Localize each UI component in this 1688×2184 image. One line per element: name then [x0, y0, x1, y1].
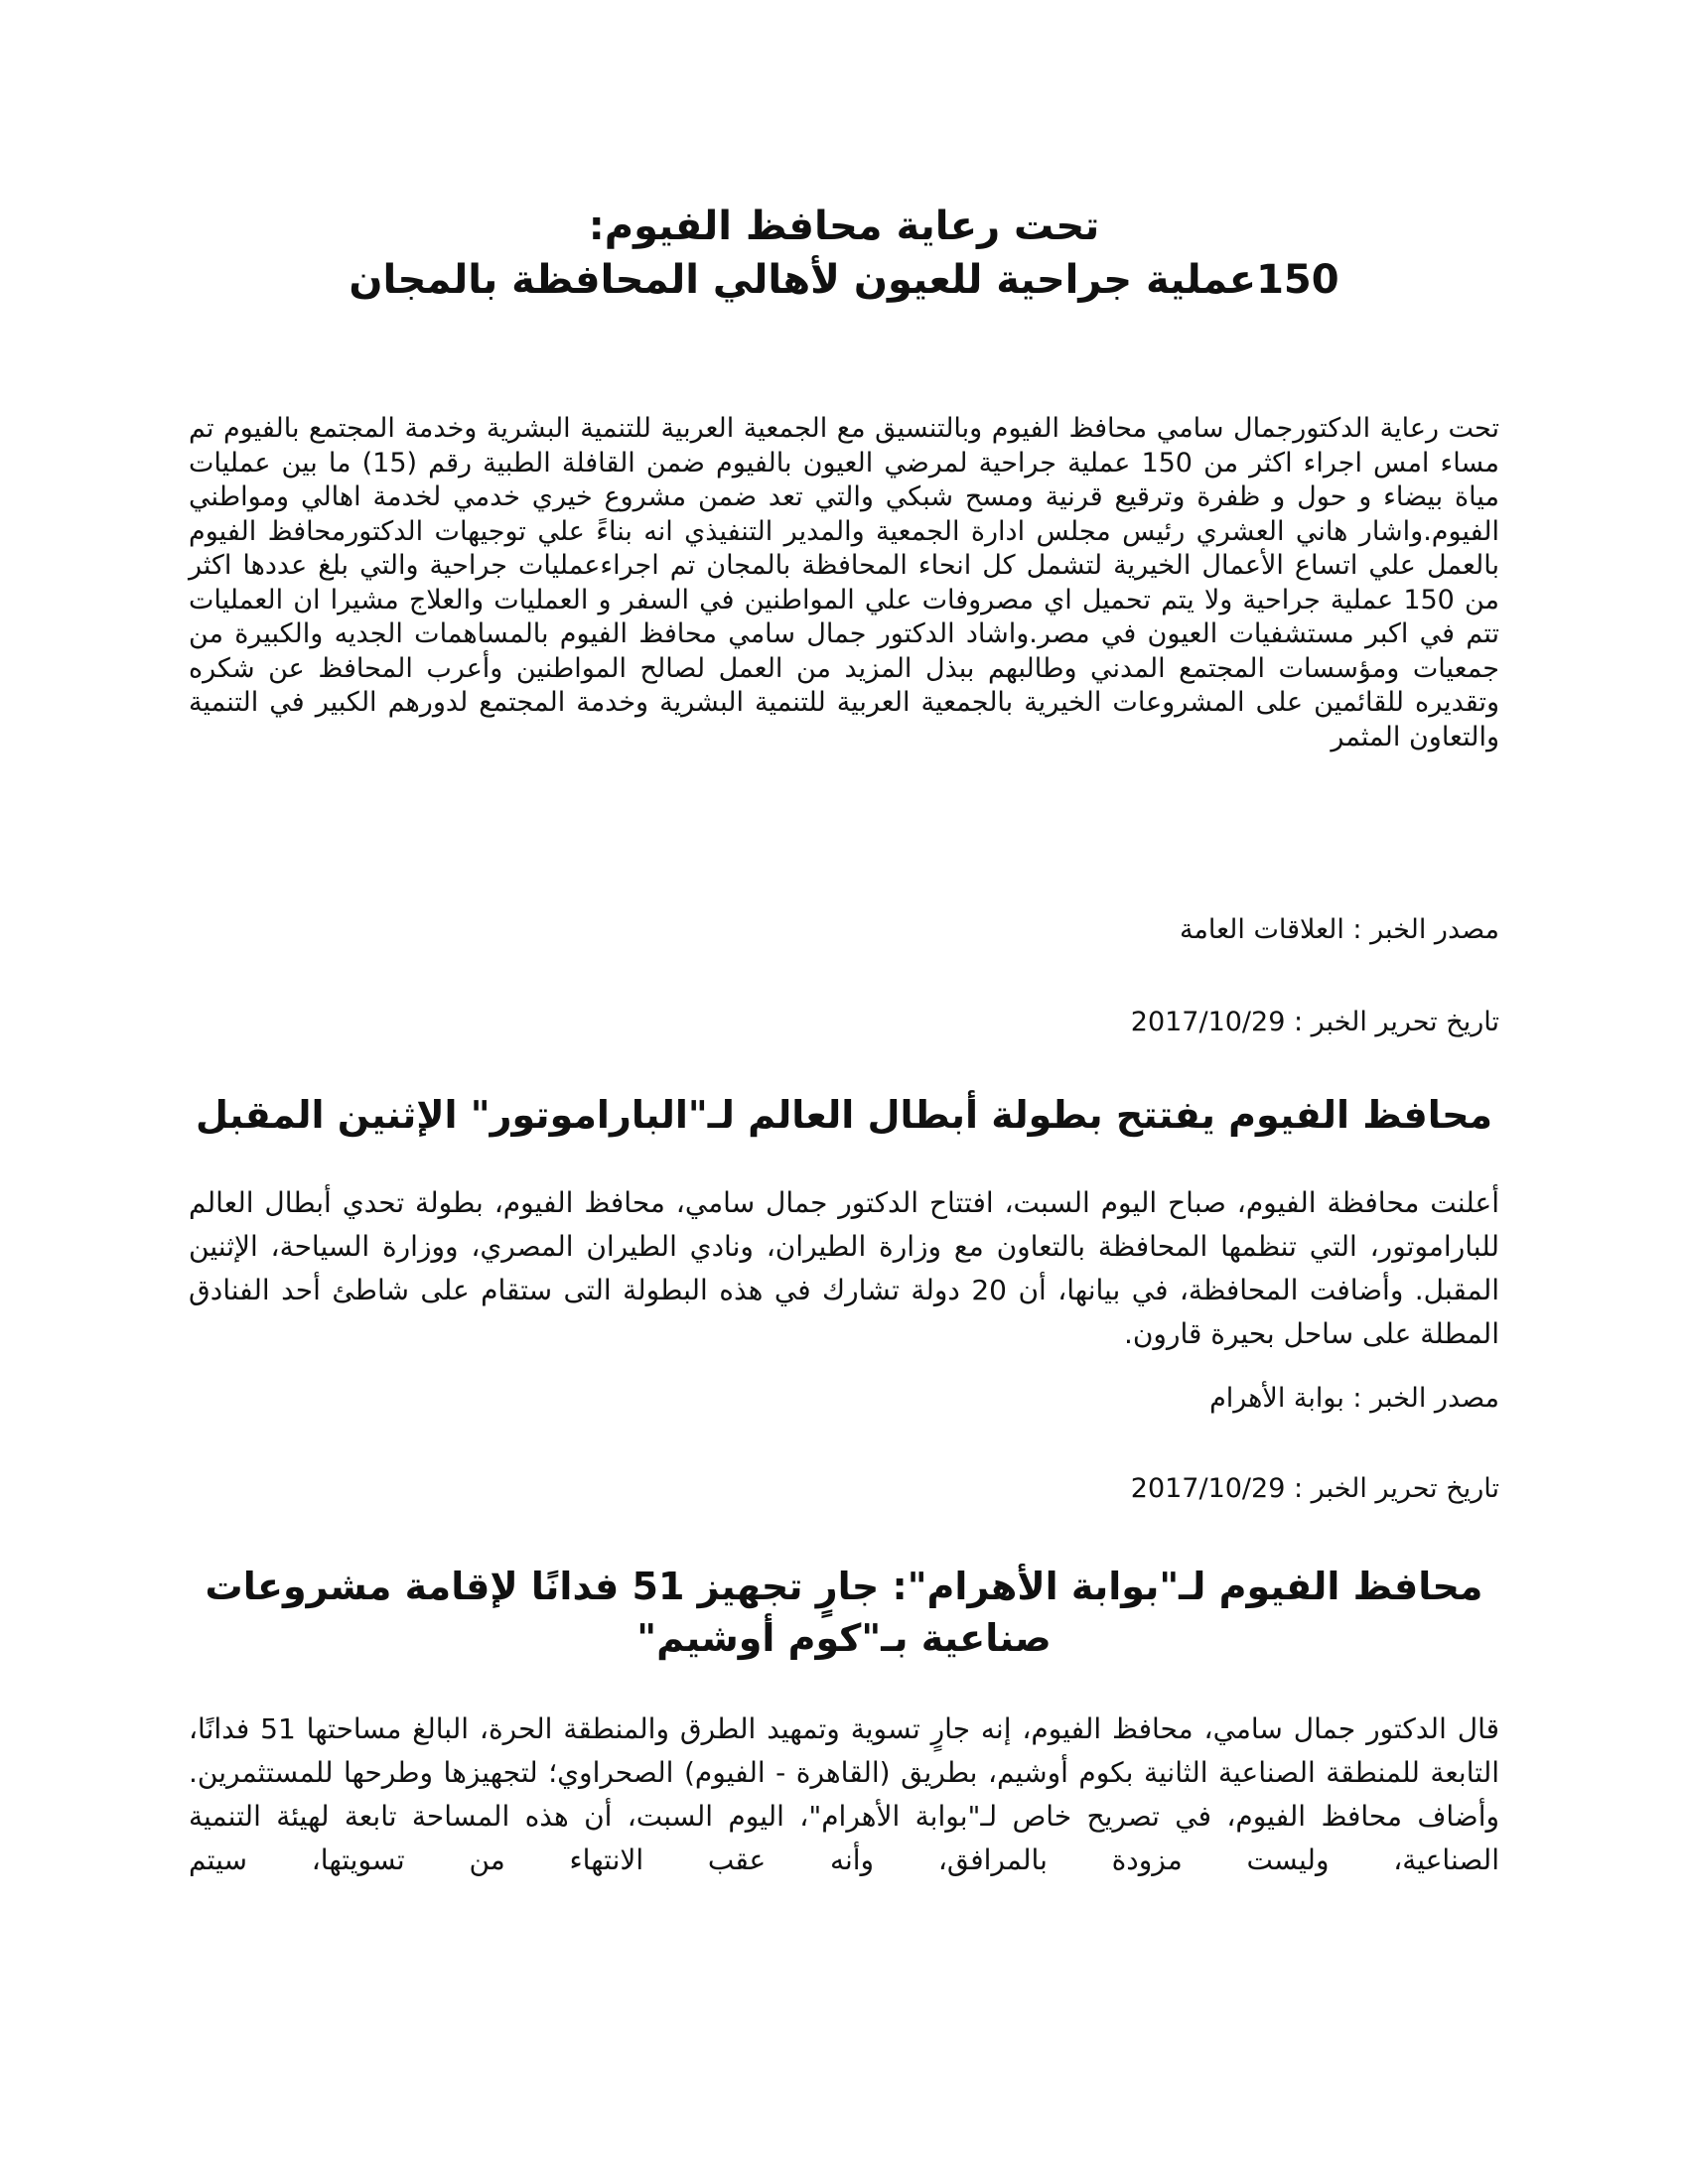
article2-source: مصدر الخبر : بوابة الأهرام: [1209, 1383, 1499, 1414]
article1-date: تاريخ تحرير الخبر : 2017/10/29: [1130, 1007, 1499, 1037]
article2-date: تاريخ تحرير الخبر : 2017/10/29: [1130, 1473, 1499, 1504]
article2-body: أعلنت محافظة الفيوم، صباح اليوم السبت، افتتاح الدكتور جمال سامي، محافظ الفيوم، بطولة تحدي أبطال العالم للباراموتور، التي تنظمها المحافظة بالتعاون مع وزارة الطيران، ونادي الطيران المصري، ووزارة السياحة، الإثنين المقبل. وأضافت المحافظة، في بيانها، أن 20 دولة تشارك في هذه البطولة التى ستقام على شاطئ أحد الفنادق المطلة على ساحل بحيرة قارون.: [189, 1186, 1499, 1350]
article1-title-line2: 150عملية جراحية للعيون لأهالي المحافظة بالمجان: [349, 257, 1339, 303]
article3-title: محافظ الفيوم لـ"بوابة الأهرام": جارٍ تجهيز 51 فدانًا لإقامة مشروعات صناعية بـ"كوم أوشيم": [205, 1565, 1483, 1660]
article1-title-line1: تحت رعاية محافظ الفيوم:: [588, 204, 1100, 249]
article1-source: مصدر الخبر : العلاقات العامة: [1179, 914, 1499, 945]
article1-body: تحت رعاية الدكتورجمال سامي محافظ الفيوم وبالتنسيق مع الجمعية العربية للتنمية البشرية وخدمة المجتمع بالفيوم تم مساء امس اجراء اكثر من 150 عملية جراحية لمرضي العيون بالفيوم ضمن القافلة الطبية رقم (15) ما بين عمليات مياة بيضاء و حول و ظفرة وترقيع قرنية ومسح شبكي والتي تعد ضمن مشروع خيري خدمي لخدمة اهالي ومواطني الفيوم.واشار هاني العشري رئيس مجلس ادارة الجمعية والمدير التنفيذي انه بناءً علي توجيهات الدكتورمحافظ الفيوم بالعمل علي اتساع الأعمال الخيرية لتشمل كل انحاء المحافظة بالمجان تم اجراءعمليات جراحية والتي بلغ عددها اكثر من 150 عملية جراحية ولا يتم تحميل اي مصروفات علي المواطنين في السفر و العمليات والعلاج مشيرا ان العمليات تتم في اكبر مستشفيات العيون في مصر.واشاد الدكتور جمال سامي محافظ الفيوم بالمساهمات الجديه والكبيرة من جمعيات ومؤسسات المجتمع المدني وطالبهم ببذل المزيد من العمل لصالح المواطنين وأعرب المحافظ عن شكره وتقديره للقائمين على المشروعات الخيرية بالجمعية العربية للتنمية البشرية وخدمة المجتمع لدورهم الكبير في التنمية والتعاون المثمر: [189, 413, 1499, 752]
article3-body: قال الدكتور جمال سامي، محافظ الفيوم، إنه جارٍ تسوية وتمهيد الطرق والمنطقة الحرة، البالغ مساحتها 51 فدانًا، التابعة للمنطقة الصناعية الثانية بكوم أوشيم، بطريق (القاهرة - الفيوم) الصحراوي؛ لتجهيزها وطرحها للمستثمرين. وأضاف محافظ الفيوم، في تصريح خاص لـ"بوابة الأهرام"، اليوم السبت، أن هذه المساحة تابعة لهيئة التنمية الصناعية، وليست مزودة بالمرافق، وأنه عقب الانتهاء من تسويتها، سيتم: [189, 1712, 1500, 1876]
article2-title: محافظ الفيوم يفتتح بطولة أبطال العالم لـ"الباراموتور" الإثنين المقبل: [195, 1093, 1492, 1137]
